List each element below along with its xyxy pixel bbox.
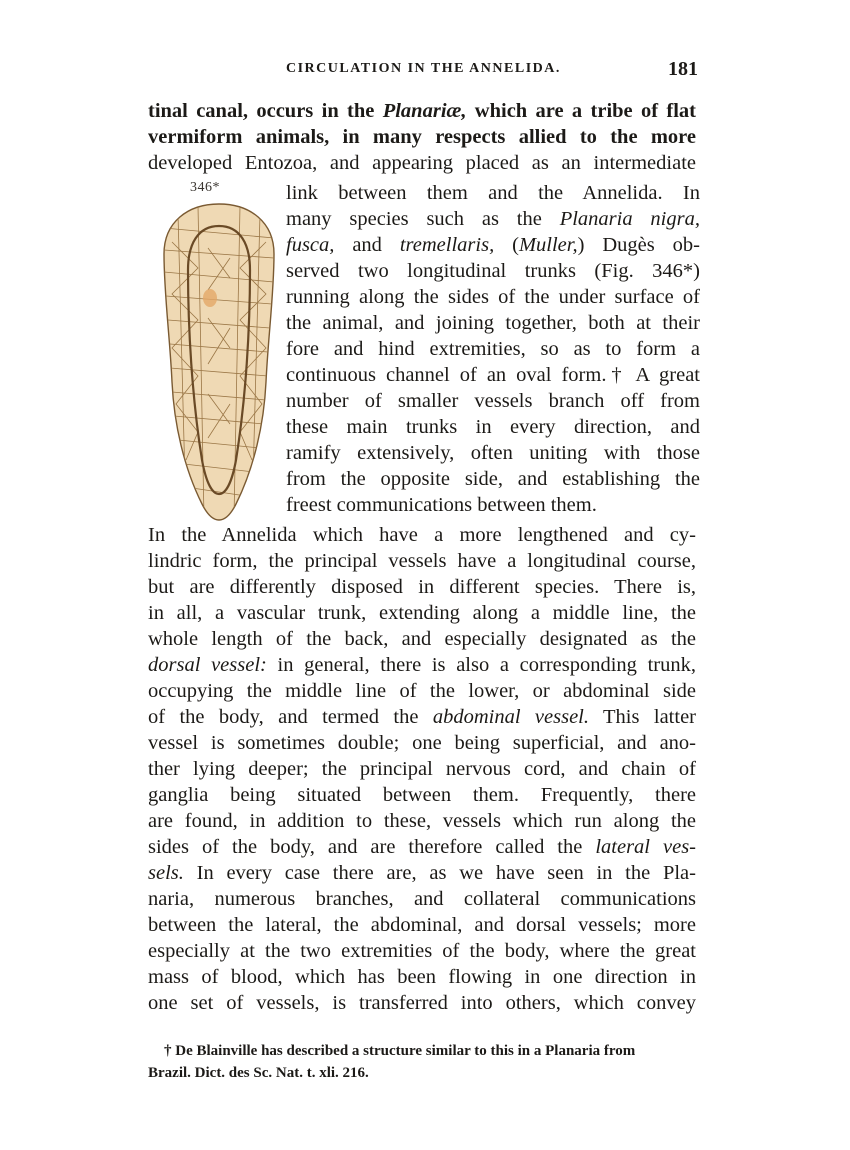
planaria-illustration	[158, 198, 280, 524]
text-line-18: lindric form, the principal vessels have a longitudinal course,	[148, 550, 696, 572]
text-line-32: between the lateral, the abdominal, and dorsal vessels; more	[148, 914, 696, 936]
text-line-14: ramify extensively, often uniting with those	[286, 442, 700, 464]
text-line-13: these main trunks in every direction, and	[286, 416, 700, 438]
text-line-4: link between them and the Annelida. In	[286, 182, 700, 204]
text-line-5: many species such as the Planaria nigra,	[286, 208, 700, 230]
text-line-19: but are differently disposed in different species. There is,	[148, 576, 696, 598]
figure-label: 346*	[190, 180, 220, 195]
text-line-23: occupying the middle line of the lower, or abdominal side	[148, 680, 696, 702]
text-line-34: mass of blood, which has been flowing in one direction in	[148, 966, 696, 988]
text-line-6: fusca, and tremellaris, (Muller,) Dugès ob-	[286, 234, 700, 256]
footnote-line-2: Brazil. Dict. des Sc. Nat. t. xli. 216.	[148, 1065, 369, 1081]
text-line-21: whole length of the back, and especially designated as the	[148, 628, 696, 650]
text-line-20: in all, a vascular trunk, extending along a middle line, the	[148, 602, 696, 624]
text-line-24: of the body, and termed the abdominal vessel. This latter	[148, 706, 696, 728]
text-line-31: naria, numerous branches, and collateral communications	[148, 888, 696, 910]
text-line-3: developed Entozoa, and appearing placed as an intermediate	[148, 152, 696, 174]
text-line-27: ganglia being situated between them. Frequently, there	[148, 784, 696, 806]
text-line-16: freest communications between them.	[286, 494, 597, 516]
text-line-22: dorsal vessel: in general, there is also a corresponding trunk,	[148, 654, 696, 676]
text-line-35: one set of vessels, is transferred into others, which convey	[148, 992, 696, 1014]
running-head: CIRCULATION IN THE ANNELIDA.	[286, 61, 561, 76]
text-line-30: sels. In every case there are, as we have seen in the Pla-	[148, 862, 696, 884]
text-line-2: vermiform animals, in many respects allied to the more	[148, 126, 696, 148]
text-line-28: are found, in addition to these, vessels which run along the	[148, 810, 696, 832]
footnote-line-1: † De Blainville has described a structure similar to this in a Planaria from	[164, 1043, 636, 1059]
text-line-7: served two longitudinal trunks (Fig. 346*)	[286, 260, 700, 282]
text-line-1: tinal canal, occurs in the Planariæ, which are a tribe of flat	[148, 100, 696, 122]
text-line-12: number of smaller vessels branch off from	[286, 390, 700, 412]
text-line-26: ther lying deeper; the principal nervous cord, and chain of	[148, 758, 696, 780]
text-line-11: continuous channel of an oval form.† A great	[286, 364, 700, 386]
text-line-29: sides of the body, and are therefore called the lateral ves-	[148, 836, 696, 858]
text-line-10: fore and hind extremities, so as to form a	[286, 338, 700, 360]
text-line-15: from the opposite side, and establishing the	[286, 468, 700, 490]
text-line-17: In the Annelida which have a more lengthened and cy-	[148, 524, 696, 546]
text-line-9: the animal, and joining together, both at their	[286, 312, 700, 334]
page-number: 181	[668, 58, 698, 80]
text-line-8: running along the sides of the under surface of	[286, 286, 700, 308]
text-line-25: vessel is sometimes double; one being superficial, and ano-	[148, 732, 696, 754]
text-line-33: especially at the two extremities of the body, where the great	[148, 940, 696, 962]
